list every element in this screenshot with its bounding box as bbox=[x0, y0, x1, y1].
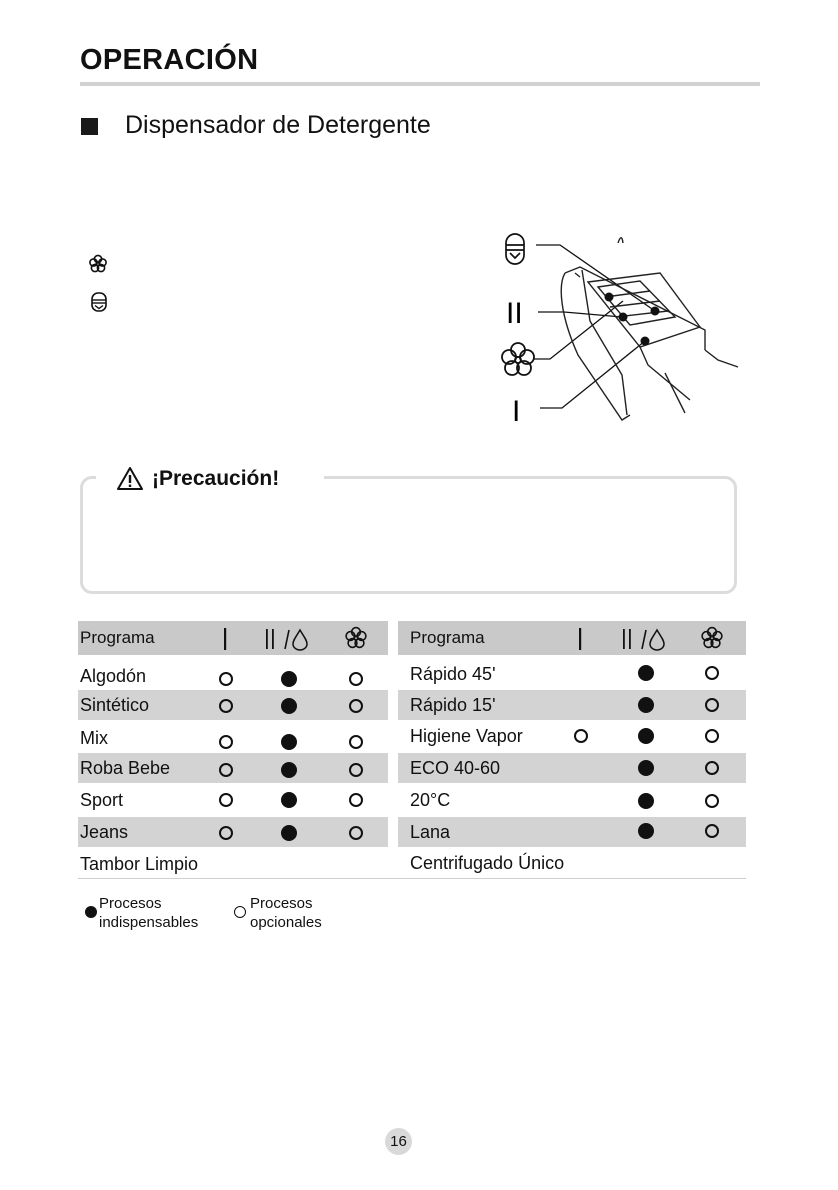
table-row bbox=[78, 817, 388, 847]
optional-circle-icon bbox=[349, 672, 363, 686]
key-filled-line2: indispensables bbox=[99, 914, 199, 931]
filled-dot-key-icon bbox=[85, 906, 97, 918]
table-row bbox=[398, 721, 746, 751]
table-row bbox=[78, 690, 388, 720]
optional-circle-icon bbox=[705, 794, 719, 808]
optional-circle-icon bbox=[219, 699, 233, 713]
optional-circle-icon bbox=[349, 793, 363, 807]
key-empty-label bbox=[250, 894, 322, 932]
optional-circle-icon bbox=[349, 735, 363, 749]
optional-circle-icon bbox=[219, 735, 233, 749]
page-title: OPERACIÓN bbox=[80, 44, 259, 76]
page-number: 16 bbox=[385, 1128, 412, 1155]
required-dot-icon bbox=[281, 825, 297, 841]
program-name: Roba Bebe bbox=[80, 758, 171, 778]
required-dot-icon bbox=[638, 760, 654, 776]
section-heading: Dispensador de Detergente bbox=[125, 111, 431, 139]
key-empty-line2: opcionales bbox=[250, 914, 322, 931]
required-dot-icon bbox=[281, 671, 297, 687]
optional-circle-icon bbox=[574, 729, 588, 743]
left-table-col-softener-flower-icon bbox=[343, 625, 369, 651]
table-row bbox=[78, 785, 388, 815]
optional-circle-icon bbox=[349, 699, 363, 713]
required-dot-icon bbox=[638, 823, 654, 839]
program-name: Higiene Vapor bbox=[410, 726, 523, 746]
caution-title: ¡Precaución! bbox=[152, 467, 280, 490]
table-row bbox=[398, 659, 746, 689]
table-row bbox=[398, 690, 746, 720]
table-row bbox=[78, 849, 388, 879]
diagram-label-II: II bbox=[506, 297, 523, 330]
caution-heading bbox=[110, 462, 285, 496]
optional-circle-icon bbox=[705, 824, 719, 838]
left-table-col-prewash-I-icon bbox=[220, 627, 232, 651]
optional-circle-icon bbox=[219, 672, 233, 686]
warning-triangle-icon bbox=[116, 466, 144, 492]
table-row bbox=[78, 723, 388, 753]
left-table-header-row bbox=[78, 621, 388, 655]
program-name: Sport bbox=[80, 790, 124, 810]
program-name: Jeans bbox=[80, 822, 129, 842]
table-bottom-rule bbox=[78, 878, 746, 879]
optional-circle-icon bbox=[349, 763, 363, 777]
diagram-softener-icon bbox=[502, 343, 534, 375]
optional-circle-icon bbox=[219, 826, 233, 840]
table-row bbox=[398, 848, 746, 878]
title-rule bbox=[80, 82, 760, 86]
required-dot-icon bbox=[281, 792, 297, 808]
required-dot-icon bbox=[281, 734, 297, 750]
program-name: 20°C bbox=[410, 790, 451, 810]
program-name: Mix bbox=[80, 728, 108, 748]
program-name: Lana bbox=[410, 822, 451, 842]
left-table-col-mainwash-II-drop-icon bbox=[263, 627, 311, 651]
table-row bbox=[78, 753, 388, 783]
section-bullet bbox=[81, 118, 98, 135]
required-dot-icon bbox=[281, 698, 297, 714]
optional-circle-icon bbox=[705, 729, 719, 743]
optional-circle-icon bbox=[705, 698, 719, 712]
optional-circle-icon bbox=[349, 826, 363, 840]
right-table-col-prewash-I-icon bbox=[575, 627, 587, 651]
table-row bbox=[78, 661, 388, 691]
key-filled-label bbox=[99, 894, 198, 932]
softener-flower-icon bbox=[87, 253, 109, 275]
left-table-header-programa: Programa bbox=[80, 628, 155, 647]
required-dot-icon bbox=[638, 697, 654, 713]
right-table-header-programa: Programa bbox=[410, 628, 485, 647]
bleach-icon bbox=[89, 291, 111, 313]
program-name: Tambor Limpio bbox=[80, 854, 199, 874]
required-dot-icon bbox=[638, 665, 654, 681]
program-name: Rápido 15' bbox=[410, 695, 496, 715]
program-name: ECO 40-60 bbox=[410, 758, 501, 778]
empty-dot-key-icon bbox=[234, 906, 246, 918]
right-table-col-mainwash-II-drop-icon bbox=[620, 627, 668, 651]
required-dot-icon bbox=[638, 728, 654, 744]
detergent-drawer-diagram bbox=[490, 225, 760, 445]
right-table-header-row bbox=[398, 621, 746, 655]
key-empty-line1: Procesos bbox=[250, 895, 313, 912]
diagram-label-I: I bbox=[512, 395, 521, 428]
optional-circle-icon bbox=[705, 666, 719, 680]
optional-circle-icon bbox=[219, 763, 233, 777]
table-row bbox=[398, 817, 746, 847]
program-name: Sintético bbox=[80, 695, 150, 715]
table-row bbox=[398, 753, 746, 783]
right-table-col-softener-flower-icon bbox=[699, 625, 725, 651]
program-name: Algodón bbox=[80, 666, 147, 686]
program-name: Centrifugado Único bbox=[410, 853, 565, 873]
required-dot-icon bbox=[281, 762, 297, 778]
table-row bbox=[398, 785, 746, 815]
required-dot-icon bbox=[638, 793, 654, 809]
key-filled-line1: Procesos bbox=[99, 895, 162, 912]
optional-circle-icon bbox=[705, 761, 719, 775]
optional-circle-icon bbox=[219, 793, 233, 807]
diagram-bleach-icon bbox=[506, 234, 524, 264]
program-name: Rápido 45' bbox=[410, 664, 496, 684]
